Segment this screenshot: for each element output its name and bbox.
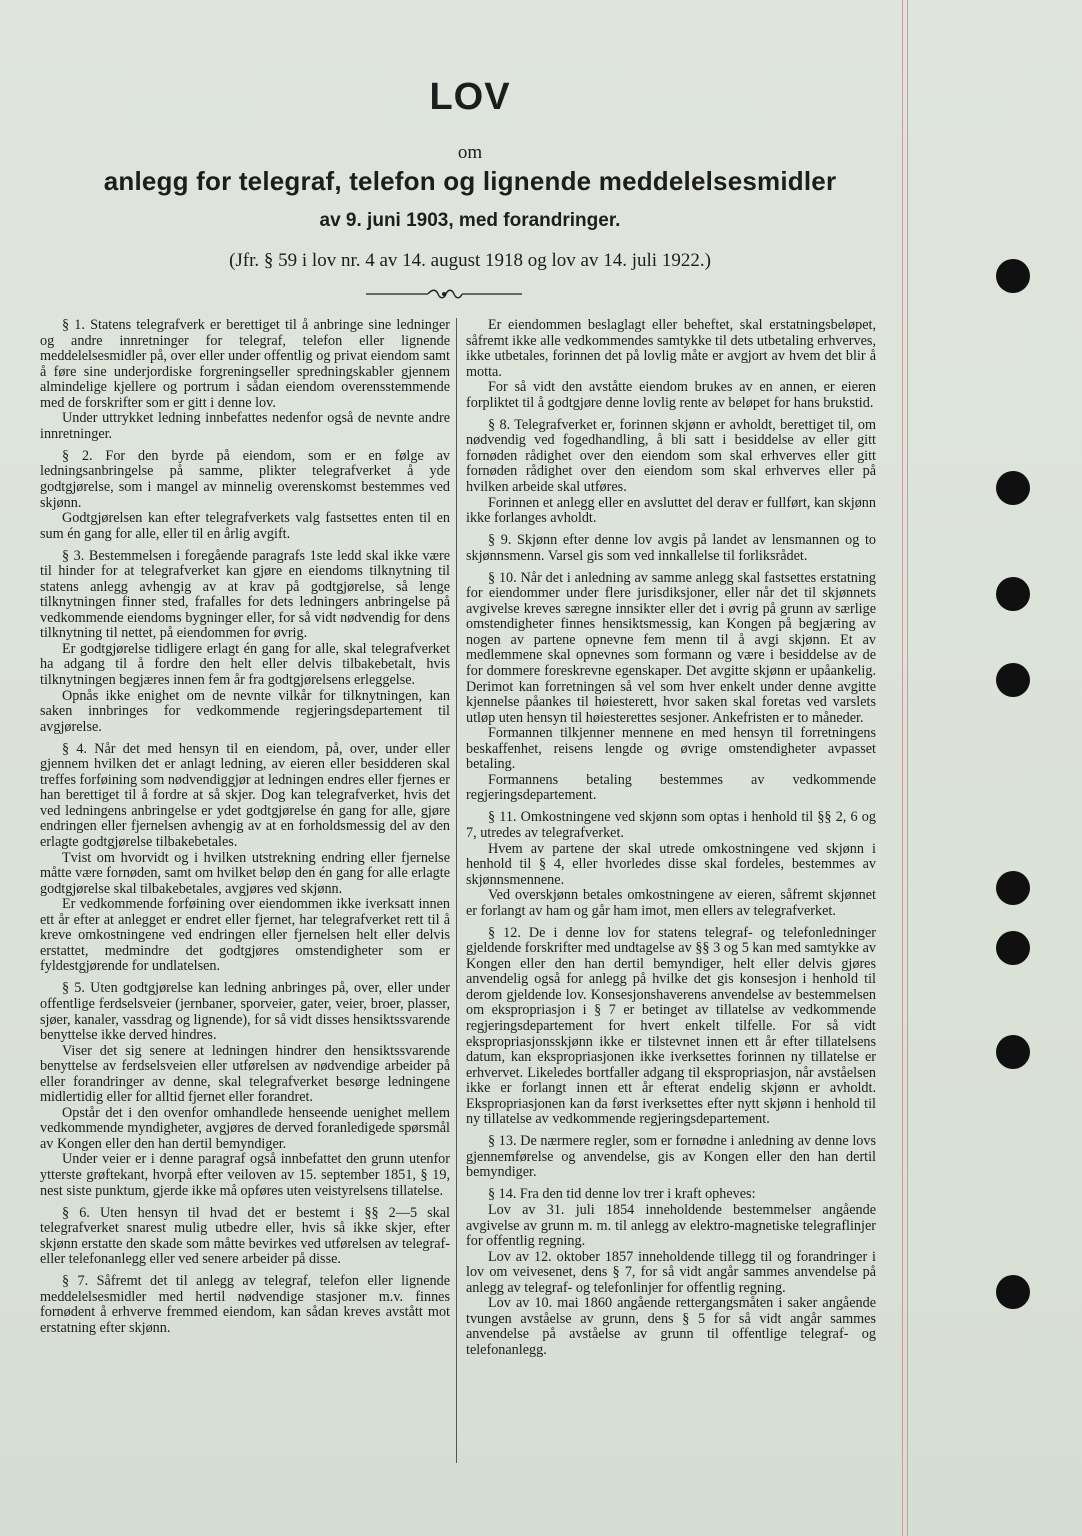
paragraph: Er eiendommen beslaglagt eller beheftet, skal erstatningsbeløpet, såfremt ikke alle vedkommendes samtykke til dets utbetaling erhverves, ikke utbetales, forinnen det på lovlig måte er avgjort av hvem det blir å motta.	[466, 317, 876, 380]
paragraph: Hvem av partene der skal utrede omkostningene ved skjønn i henhold til § 4, eller hvorledes disse skal fordeles, bestemmes av skjønnsmennene.	[466, 840, 876, 888]
document-subtitle: av 9. juni 1903, med forandringer.	[319, 210, 621, 231]
paragraph: Formannens betaling bestemmes av vedkommende regjeringsdepartement.	[466, 771, 876, 804]
punch-hole	[996, 663, 1030, 697]
paragraph: § 3. Bestemmelsen i foregående paragrafs 1ste ledd skal ikke være til hinder for at telegrafverket kan gjøre en eiendoms tilknytning til statens anlegg avhengig av at krav på godtgjørelse, så lenge tilknytningen finner sted, frafalles for dets ledningers anbringelse på vedkommende eiendoms bygninger eller, for så vidt nødvendig for dens tilknytning til nettet, på eiendommen for øvrig.	[40, 547, 450, 642]
document-title-lov: LOV	[429, 76, 511, 118]
paragraph: § 2. For den byrde på eiendom, som er en følge av ledningsanbringelse på samme, plikter telegrafverket å yde godtgjørelse, som i mangel av minnelig overenskomst bestemmes ved skjønn.	[40, 447, 450, 511]
paragraph: § 10. Når det i anledning av samme anlegg skal fastsettes erstatning for eiendommer under flere jurisdiksjoner, eller når det til skjønnets avgivelse kreves særegne innsikter eller det i øvrig på grunn av særlige omstendigheter finnes hensiktsmessig, kan Kongen på begjæring av nogen av partene opnevne fem menn til å avgi skjønn. Et av medlemmene skal opnevnes som formann og være i besiddelse av de for dommere foreskrevne egenskaper. Det avgitte skjønn er upåankelig. Derimot kan forretningen så vel som hver enkelt under denne avgitte kjennelse påankes til høiesterett, hvor saken skal foretas ved varslets utløp uten hensyn til høiesterettes sesjoner. Ankefristen er to måneder.	[466, 569, 876, 726]
punch-hole	[996, 1275, 1030, 1309]
paragraph: Lov av 12. oktober 1857 inneholdende tillegg til og forandringer i lov om veivesenet, dens § 7, for så vidt angår sammes anvendelse på anlegg av telegraf- og telefonlinjer for offentlig regning.	[466, 1248, 876, 1296]
margin-line	[902, 0, 903, 1536]
punch-hole	[996, 1035, 1030, 1069]
paragraph: Lov av 10. mai 1860 angående rettergangsmåten i saker angående tvungen avståelse av grunn, dens § 5 for så vidt angår sammes anvendelse på avståelse av grunn til offentlige telegraf- og telefonanlegg.	[466, 1295, 876, 1358]
paragraph: § 9. Skjønn efter denne lov avgis på landet av lensmannen og to skjønnsmenn. Varsel gis som ved innkallelse til forliksrådet.	[466, 532, 876, 564]
paragraph: Under veier er i denne paragraf også innbefattet den grunn utenfor ytterste grøftekant, hvorpå efter veiloven av 15. september 1851, § 19, nest siste punktum, gjerde ikke må opføres uten veistyrelsens tillatelse.	[40, 1151, 450, 1199]
document-title: anlegg for telegraf, telefon og lignende meddelelsesmidler	[103, 166, 837, 196]
paragraph: Lov av 31. juli 1854 inneholdende bestemmelser angående avgivelse av grunn m. m. til anlegg av elektro-magnetiske telegraflinjer for offentlig regning.	[466, 1202, 876, 1250]
document-title-om: om	[457, 142, 483, 163]
paragraph: Opstår det i den ovenfor omhandlede henseende uenighet mellem vedkommende myndigheter, avgjøres de derved foranledigede spørsmål av Kongen eller den han dertil bemyndiger.	[40, 1104, 450, 1152]
paragraph: Forinnen et anlegg eller en avsluttet del derav er fullført, kan skjønn ikke forlanges avholdt.	[466, 494, 876, 527]
paragraph: Under uttrykket ledning innbefattes nedenfor også de nevnte andre innretninger.	[40, 410, 450, 442]
paragraph: Viser det sig senere at ledningen hindrer den hensiktssvarende benyttelse av ferdselsveien eller utførelsen av nødvendige arbeider på eller forandringer av denne, skal telegrafverket besørge ledningene midlertidig eller for alltid fjernet eller forandret.	[40, 1042, 450, 1106]
punch-hole	[996, 577, 1030, 611]
ornament-divider	[366, 286, 522, 302]
paragraph: § 7. Såfremt det til anlegg av telegraf, telefon eller lignende meddelelsesmidler med hertil nødvendige stasjoner m.v. finnes fornødent å erhverve fremmed eiendom, kan sådan kreves avstått mot erstatning efter skjønn.	[40, 1273, 450, 1336]
paragraph: For så vidt den avståtte eiendom brukes av en annen, er eieren forpliktet til å godtgjøre denne lovlig rente av beløpet for hans brukstid.	[466, 379, 876, 411]
punch-hole	[996, 471, 1030, 505]
punch-hole	[996, 871, 1030, 905]
left-text-column	[40, 318, 450, 1336]
paragraph: Ved overskjønn betales omkostningene av eieren, såfremt skjønnet er forlangt av ham og går ham imot, men ellers av telegrafverket.	[466, 887, 876, 919]
paragraph: Godtgjørelsen kan efter telegrafverkets valg fastsettes enten til en sum én gang for alle, eller til en årlig avgift.	[40, 510, 450, 542]
paragraph: Er godtgjørelse tidligere erlagt én gang for alle, skal telegrafverket ha adgang til å fordre den helt eller delvis tilbakebetalt, hvis tilknytningen begjæres innen fem år fra godtgjørelsens erleggelse.	[40, 640, 450, 689]
document-reference: (Jfr. § 59 i lov nr. 4 av 14. august 1918 og lov av 14. juli 1922.)	[229, 250, 711, 271]
paragraph: Opnås ikke enighet om de nevnte vilkår for tilknytningen, kan saken innbringes for vedkommende regjeringsdepartement til avgjørelse.	[40, 687, 450, 735]
punch-hole	[996, 931, 1030, 965]
paragraph: Formannen tilkjenner mennene en med hensyn til forretningens beskaffenhet, reisens lengde og øvrige omstendigheter avpasset betaling.	[466, 725, 876, 773]
paragraph: Tvist om hvorvidt og i hvilken utstrekning endring eller fjernelse måtte være fornøden, samt om hvilket beløp den én gang for alle erlagte godtgjørelse skal tilbakebetales, avgjøres ved skjønn.	[40, 849, 450, 897]
punch-hole	[996, 259, 1030, 293]
paragraph: § 6. Uten hensyn til hvad det er bestemt i §§ 2—5 skal telegrafverket snarest mulig utbedre eller, hvis så ikke skjer, efter skjønn erstatte den skade som måtte bevirkes ved utførelsen av telegraf- eller telefonanlegg eller ved senere arbeider på disse.	[40, 1204, 450, 1268]
paragraph: § 4. Når det med hensyn til en eiendom, på, over, under eller gjennem hvilken det er anlagt ledning, av eieren eller besidderen skal treffes forføining som nødvendiggjør at ledningen endres eller fjernes er han berettiget til å fordre at så skjer. Dog kan telegrafverket, hvis det ved ledningens anbringelse er ydet godtgjørelse én gang for alle, gjøre endringen eller fjernelsen avhengig av at en forholdsmessig del av den erlagte godtgjørelse tilbakebetales.	[40, 740, 450, 850]
paragraph: § 12. De i denne lov for statens telegraf- og telefonledninger gjeldende forskrifter med undtagelse av §§ 3 og 5 kan med samtykke av Kongen eller den han dertil bemyndiger, helt eller delvis gjøres anvendelig også for anlegg på hvilke det gis konsesjon i henhold til derom gjeldende lov. Konsesjonshaverens anvendelse av bestemmelsen om ekspropriasjon i § 7 er betinget av tillatelse av vedkommende regjeringsdepartement for hvert enkelt tilfelle. For så vidt ekspropriasjonsskjønn ikke er tilstevnet innen ett år efter tillatelsens datum, kan ekspropriasjonen ikke iverksettes forinnen ny tillatelse er erhvervet. Likeledes bortfaller adgang til ekspropriasjon, når avståelsen ikke er forlangt innen ett år efterat endelig skjønn er avholdt. Ekspropriasjonen kan da først iverksettes efter nytt skjønn i henhold til ny tillatelse av vedkommende regjeringsdepartement.	[466, 924, 876, 1128]
column-divider	[456, 318, 457, 1463]
paragraph: § 11. Omkostningene ved skjønn som optas i henhold til §§ 2, 6 og 7, utredes av telegrafverket.	[466, 809, 876, 841]
paragraph: § 5. Uten godtgjørelse kan ledning anbringes på, over, eller under offentlige ferdselsveier (jernbaner, sporveier, gater, veier, broer, plasser, sjøer, kanaler, vassdrag og lignende), for så vidt disses hensiktssvarende benyttelse ikke derved hindres.	[40, 980, 450, 1044]
margin-line	[907, 0, 908, 1536]
paragraph: § 1. Statens telegrafverk er berettiget til å anbringe sine ledninger og andre innretninger for telegraf, telefon eller lignende meddelelsesmidler på, over eller under offentlig og privat eiendom samt å føre sine underjordiske forgreningseller spredningskabler gjennem almindelige kjellere og portrum i sådan eiendom overensstemmende med de forskrifter som er gitt i denne lov.	[40, 317, 450, 411]
paragraph: § 13. De nærmere regler, som er fornødne i anledning av denne lovs gjennemførelse og anvendelse, gis av Kongen eller den han dertil bemyndiger.	[466, 1133, 876, 1181]
right-text-column	[466, 318, 876, 1359]
paragraph: § 8. Telegrafverket er, forinnen skjønn er avholdt, berettiget til, om nødvendig ved fogedhandling, å bli satt i besiddelse av eller gitt fornøden rådighet over den eiendom som skal erhverves eller gitt fornøden rådighet over den eiendom som skal erhverves eller på hvilken arbeide skal utføres.	[466, 416, 876, 495]
paragraph: § 14. Fra den tid denne lov trer i kraft opheves:	[488, 1186, 756, 1203]
paragraph: Er vedkommende forføining over eiendommen ikke iverksatt innen ett år efter at anlegget er endret eller fjernet, har telegrafverket rett til å kreve omkostningene ved endringen eller fjernelsen helt eller delvis erstattet, medmindre det godtgjøres omstendigheter som er fyldestgjørende for undlatelsen.	[40, 896, 450, 975]
